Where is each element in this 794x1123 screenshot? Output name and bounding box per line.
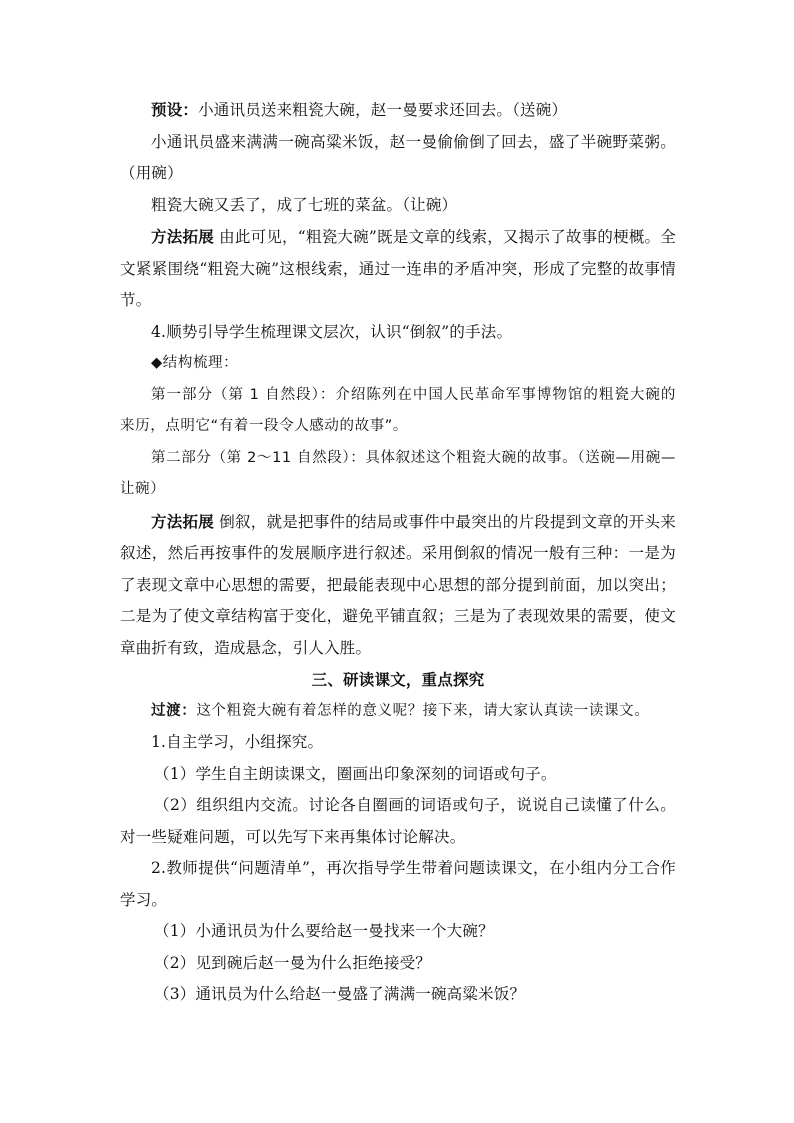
method-text-2: 倒叙，就是把事件的结局或事件中最突出的片段提到文章的开头来叙述，然后再按事件的发展顺序进行叙述。采用倒叙的情况一般有三种：一是为了表现文章中心思想的需要，把最能表现中心思想的部分提到前面，加以突出；二是为了使文章结构富于变化，避免平铺直叙；三是为了表现效果的需要，使文章曲折有致，造成悬念，引人入胜。 — [120, 512, 676, 657]
part-one-text: 第一部分（第 1 自然段）：介绍陈列在中国人民革命军事博物馆的粗瓷大碗的来历，点明它“有着一段令人感动的故事”。 — [120, 386, 676, 434]
preset-text: 小通讯员送来粗瓷大碗，赵一曼要求还回去。（送碗） — [198, 101, 568, 119]
step-1-2-text: （2）组织组内交流。讨论各自圈画的词语或句子，说说自己读懂了什么。对一些疑难问题，可以先写下来再集体讨论解决。 — [120, 796, 676, 846]
step-1-text: 1.自主学习，小组探究。 — [151, 733, 324, 751]
step-2-text: 2.教师提供“问题清单”，再次指导学生带着问题读课文，在小组内分工合作学习。 — [120, 859, 676, 909]
paragraph-step-1 — [120, 727, 676, 759]
use-bowl-text: 小通讯员盛来满满一碗高粱米饭，赵一曼偷偷倒了回去，盛了半碗野菜粥。（用碗） — [120, 132, 676, 182]
question-1 — [120, 916, 676, 948]
question-2-text: （2）见到碗后赵一曼为什么拒绝接受？ — [154, 953, 431, 972]
method-label-2: 方法拓展 — [151, 511, 215, 531]
paragraph-step-1-2 — [120, 790, 676, 853]
question-2 — [120, 948, 676, 980]
page-content — [120, 94, 676, 1011]
paragraph-part-two — [120, 443, 676, 506]
paragraph-step-4 — [120, 317, 676, 349]
part-two-text: 第二部分（第 2～11 自然段）：具体叙述这个粗瓷大碗的故事。（送碗—用碗—让碗） — [120, 449, 676, 497]
paragraph-structure-heading — [120, 348, 676, 380]
question-1-text: （1）小通讯员为什么要给赵一曼找来一个大碗？ — [154, 922, 494, 940]
preset-label: 预设： — [151, 100, 199, 119]
give-bowl-text: 粗瓷大碗又丢了，成了七班的菜盆。（让碗） — [151, 195, 458, 214]
paragraph-part-one — [120, 380, 676, 443]
step-4-text: 4.顺势引导学生梳理课文层次，认识“倒叙”的手法。 — [151, 322, 513, 341]
transition-label: 过渡： — [151, 702, 197, 719]
structure-heading-text: ◆结构梳理： — [151, 355, 239, 371]
paragraph-method-extension-1 — [120, 221, 676, 317]
paragraph-method-extension-2 — [120, 506, 676, 665]
method-label-1: 方法拓展 — [151, 227, 214, 246]
transition-text: 这个粗瓷大碗有着怎样的意义呢？接下来，请大家认真读一读课文。 — [196, 702, 650, 719]
question-3 — [120, 979, 676, 1011]
paragraph-transition — [120, 696, 676, 728]
paragraph-use-bowl — [120, 127, 676, 190]
paragraph-step-2 — [120, 853, 676, 916]
paragraph-step-1-1 — [120, 759, 676, 791]
paragraph-preset — [120, 94, 676, 127]
paragraph-give-bowl — [120, 190, 676, 222]
section-heading: 三、研读课文，重点探究 — [311, 670, 485, 689]
method-text-1: 由此可见，“粗瓷大碗”既是文章的线索，又揭示了故事的梗概。全文紧紧围绕“粗瓷大碗”这根线索，通过一连串的矛盾冲突，形成了完整的故事情节。 — [120, 228, 676, 309]
step-1-1-text: （1）学生自主朗读课文，圈画出印象深刻的词语或句子。 — [154, 764, 557, 783]
question-3-text: （3）通讯员为什么给赵一曼盛了满满一碗高粱米饭？ — [154, 985, 526, 1003]
